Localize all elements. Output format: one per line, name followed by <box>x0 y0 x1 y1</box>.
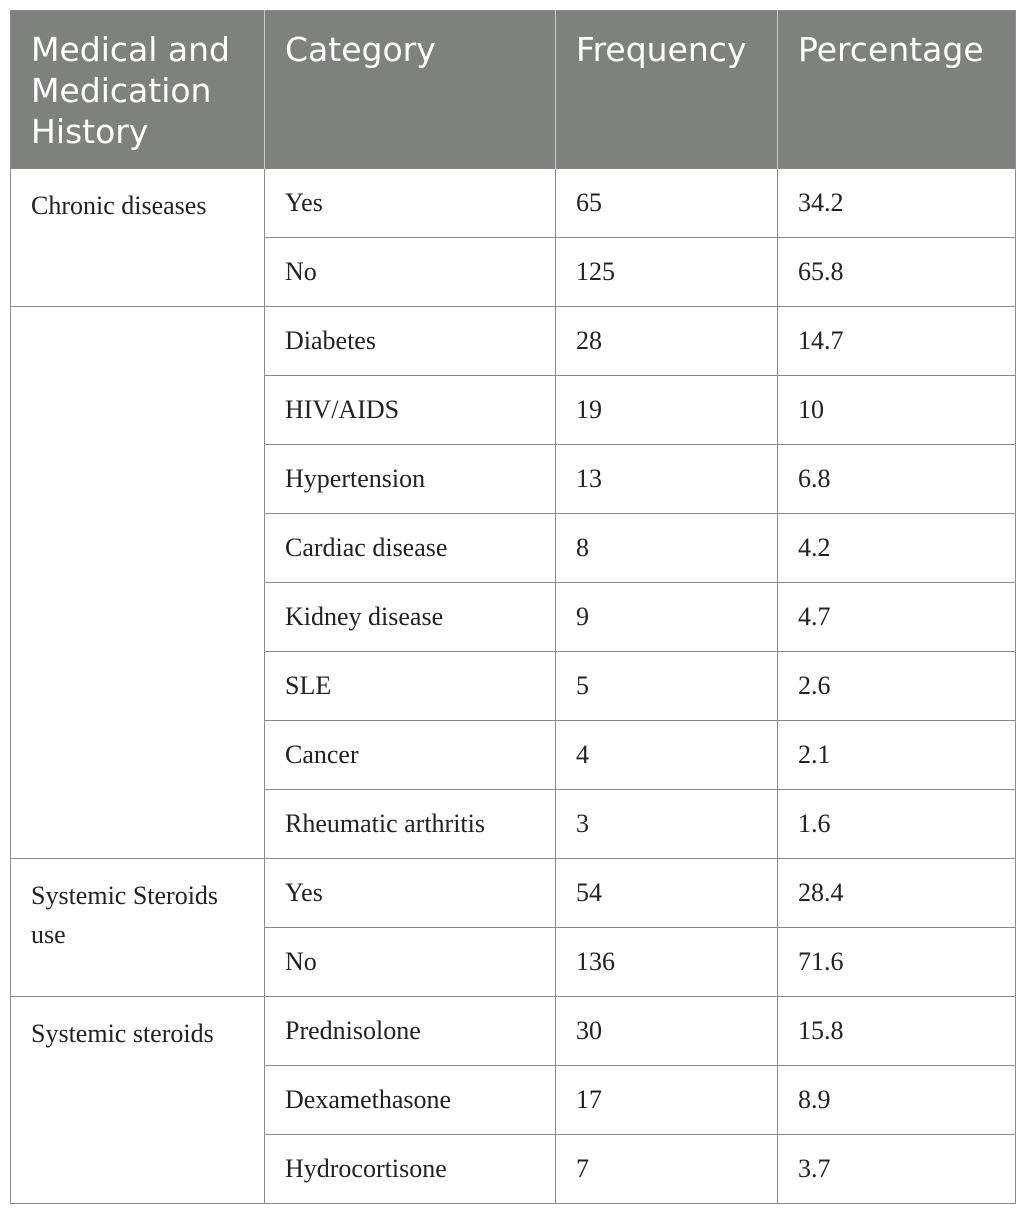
category-cell: Yes <box>265 859 556 928</box>
percentage-cell: 6.8 <box>778 445 1016 514</box>
category-cell: No <box>265 238 556 307</box>
group-label-cell: Systemic Steroids use <box>11 859 265 997</box>
category-cell: Kidney disease <box>265 583 556 652</box>
category-cell: Hypertension <box>265 445 556 514</box>
percentage-cell: 4.2 <box>778 514 1016 583</box>
table-row <box>11 169 1016 238</box>
frequency-cell: 4 <box>556 721 778 790</box>
frequency-cell: 19 <box>556 376 778 445</box>
frequency-cell: 136 <box>556 928 778 997</box>
category-cell: Hydrocortisone <box>265 1135 556 1204</box>
category-cell: Yes <box>265 169 556 238</box>
header-row <box>11 11 1016 169</box>
percentage-cell: 2.6 <box>778 652 1016 721</box>
data-table-container <box>10 10 1015 1204</box>
medical-history-table <box>10 10 1016 1204</box>
percentage-cell: 10 <box>778 376 1016 445</box>
category-cell: Rheumatic arthritis <box>265 790 556 859</box>
header-frequency: Frequency <box>556 11 778 169</box>
group-label-cell <box>11 307 265 859</box>
header-category: Category <box>265 11 556 169</box>
category-cell: Cardiac disease <box>265 514 556 583</box>
frequency-cell: 17 <box>556 1066 778 1135</box>
category-cell: SLE <box>265 652 556 721</box>
frequency-cell: 125 <box>556 238 778 307</box>
group-label-cell: Systemic steroids <box>11 997 265 1204</box>
header-history: Medical and Medication History <box>11 11 265 169</box>
percentage-cell: 4.7 <box>778 583 1016 652</box>
percentage-cell: 3.7 <box>778 1135 1016 1204</box>
category-cell: Cancer <box>265 721 556 790</box>
table-header <box>11 11 1016 169</box>
frequency-cell: 65 <box>556 169 778 238</box>
category-cell: HIV/AIDS <box>265 376 556 445</box>
frequency-cell: 3 <box>556 790 778 859</box>
percentage-cell: 8.9 <box>778 1066 1016 1135</box>
percentage-cell: 28.4 <box>778 859 1016 928</box>
table-row <box>11 307 1016 376</box>
percentage-cell: 2.1 <box>778 721 1016 790</box>
frequency-cell: 13 <box>556 445 778 514</box>
table-row <box>11 859 1016 928</box>
category-cell: Dexamethasone <box>265 1066 556 1135</box>
frequency-cell: 9 <box>556 583 778 652</box>
category-cell: Prednisolone <box>265 997 556 1066</box>
percentage-cell: 1.6 <box>778 790 1016 859</box>
frequency-cell: 5 <box>556 652 778 721</box>
frequency-cell: 28 <box>556 307 778 376</box>
header-percentage: Percentage <box>778 11 1016 169</box>
table-body <box>11 169 1016 1204</box>
frequency-cell: 30 <box>556 997 778 1066</box>
percentage-cell: 34.2 <box>778 169 1016 238</box>
percentage-cell: 15.8 <box>778 997 1016 1066</box>
group-label-cell: Chronic diseases <box>11 169 265 307</box>
percentage-cell: 65.8 <box>778 238 1016 307</box>
frequency-cell: 8 <box>556 514 778 583</box>
table-row <box>11 997 1016 1066</box>
percentage-cell: 71.6 <box>778 928 1016 997</box>
frequency-cell: 7 <box>556 1135 778 1204</box>
frequency-cell: 54 <box>556 859 778 928</box>
percentage-cell: 14.7 <box>778 307 1016 376</box>
category-cell: No <box>265 928 556 997</box>
category-cell: Diabetes <box>265 307 556 376</box>
